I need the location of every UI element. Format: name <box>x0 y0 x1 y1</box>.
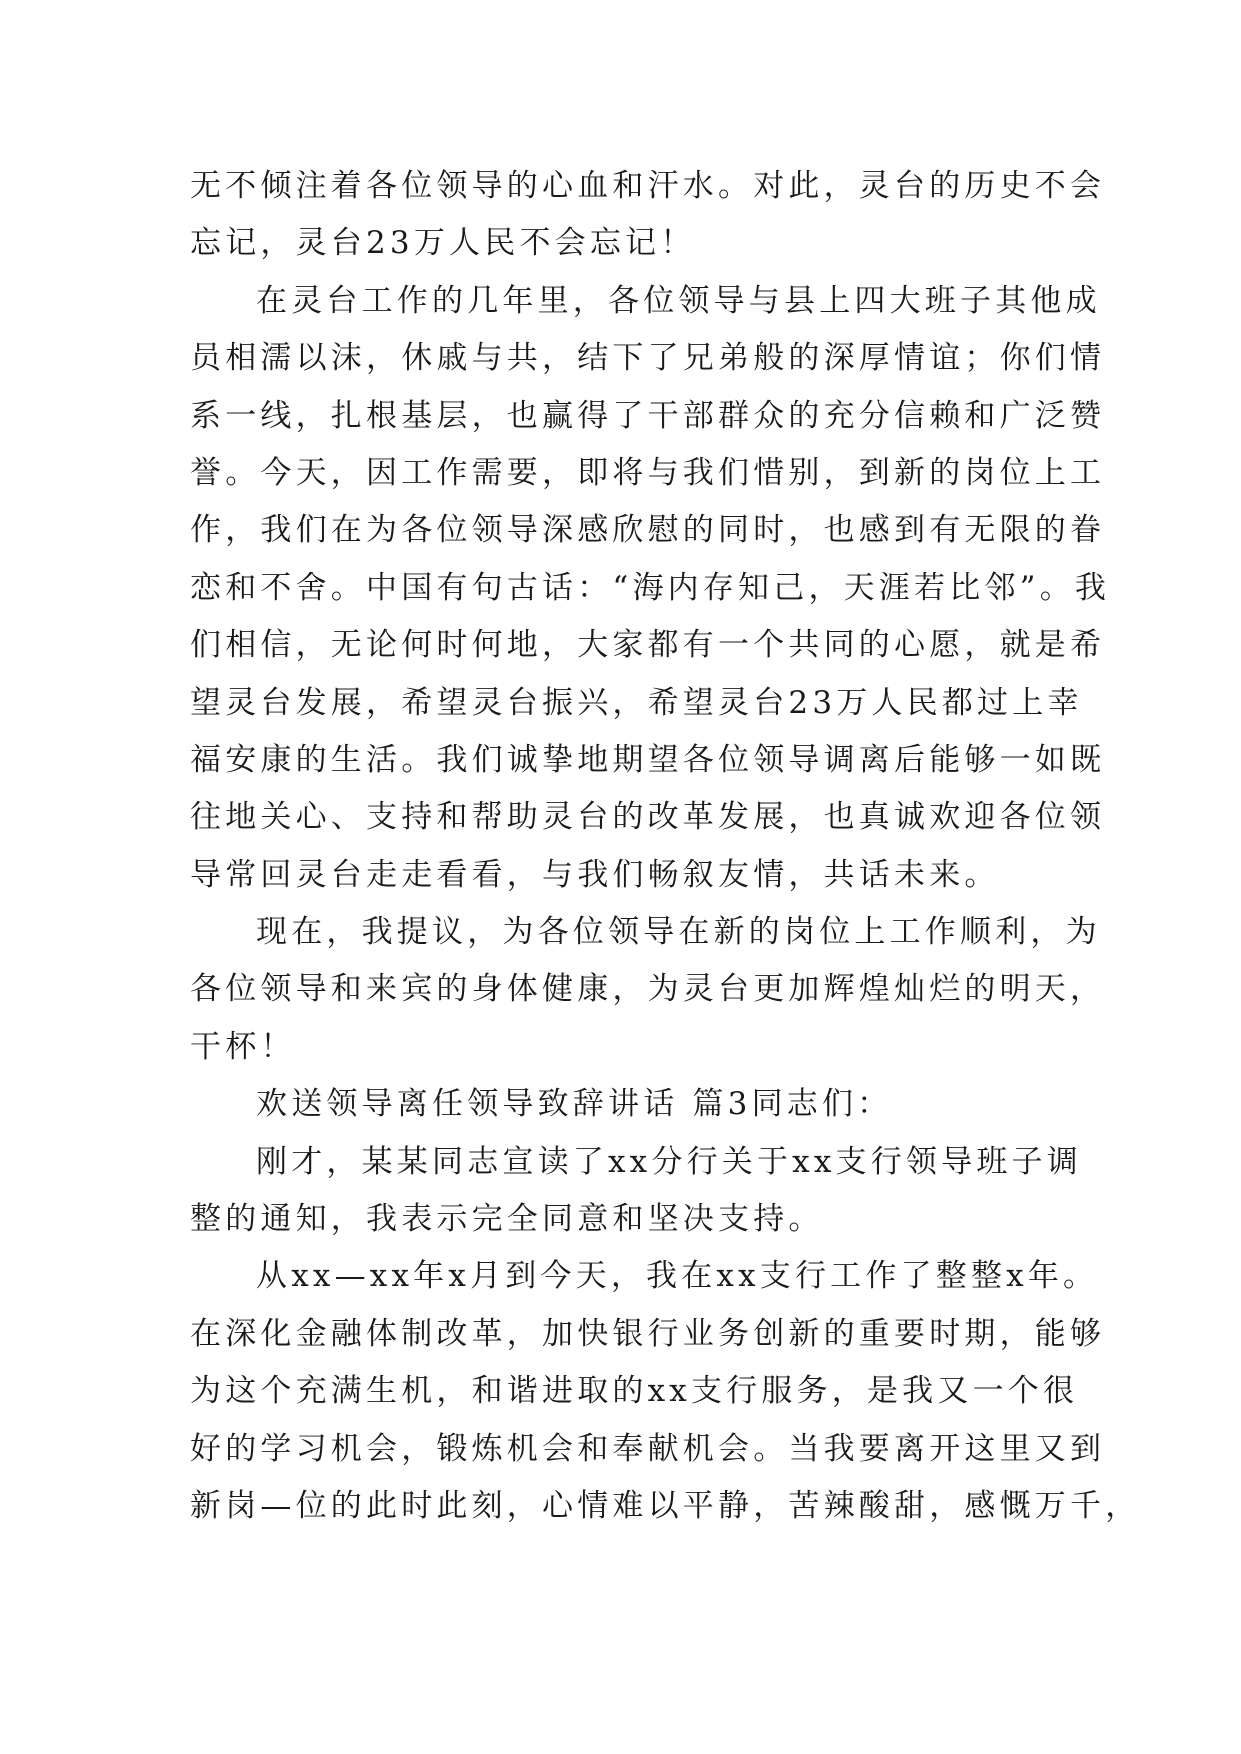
text-line: 无不倾注着各位领导的心血和汗水。对此，灵台的历史不会 <box>190 168 1106 204</box>
text-line: 员相濡以沫，休戚与共，结下了兄弟般的深厚情谊；你们情 <box>190 340 1106 377</box>
text-line: 现在，我提议，为各位领导在新的岗位上工作顺利，为 <box>256 914 1101 951</box>
text-line: 各位领导和来宾的身体健康，为灵台更加辉煌灿烂的明天， <box>190 971 1106 1008</box>
text-line: 誉。今天，因工作需要，即将与我们惜别，到新的岗位上工 <box>190 454 1106 491</box>
text-line: 刚才，某某同志宣读了xx分行关于xx支行领导班子调 <box>256 1143 1082 1180</box>
text-line: 新岗—位的此时此刻，心情难以平静，苦辣酸甜，感慨万千， <box>190 1487 1141 1524</box>
document-body <box>190 158 1141 1535</box>
text-line: 福安康的生活。我们诚挚地期望各位领导调离后能够一如既 <box>190 741 1106 778</box>
text-line: 整的通知，我表示完全同意和坚决支持。 <box>190 1201 824 1238</box>
text-line: 从xx—xx年x月到今天，我在xx支行工作了整整x年。 <box>256 1258 1099 1295</box>
text-line: 好的学习机会，锻炼机会和奉献机会。当我要离开这里又到 <box>190 1430 1106 1467</box>
text-line: 们相信，无论何时何地，大家都有一个共同的心愿，就是希 <box>190 627 1106 664</box>
text-line: 往地关心、支持和帮助灵台的改革发展，也真诚欢迎各位领 <box>190 799 1106 836</box>
text-line: 在深化金融体制改革，加快银行业务创新的重要时期，能够 <box>190 1315 1106 1352</box>
text-line: 为这个充满生机，和谐进取的xx支行服务，是我又一个很 <box>190 1373 1079 1410</box>
text-line: 导常回灵台走走看看，与我们畅叙友情，共话未来。 <box>190 856 1000 893</box>
text-line: 忘记，灵台23万人民不会忘记！ <box>190 225 696 262</box>
text-line: 欢送领导离任领导致辞讲话 篇3同志们： <box>256 1086 893 1123</box>
text-line: 在灵台工作的几年里，各位领导与县上四大班子其他成 <box>256 282 1101 319</box>
text-line: 望灵台发展，希望灵台振兴，希望灵台23万人民都过上幸 <box>190 684 1083 721</box>
text-line: 系一线，扎根基层，也赢得了干部群众的充分信赖和广泛赞 <box>190 397 1106 434</box>
text-line: 干杯！ <box>190 1028 296 1065</box>
text-line: 恋和不舍。中国有句古话：“海内存知己，天涯若比邻”。我 <box>190 569 1111 606</box>
text-line: 作，我们在为各位领导深感欣慰的同时，也感到有无限的眷 <box>190 512 1106 549</box>
